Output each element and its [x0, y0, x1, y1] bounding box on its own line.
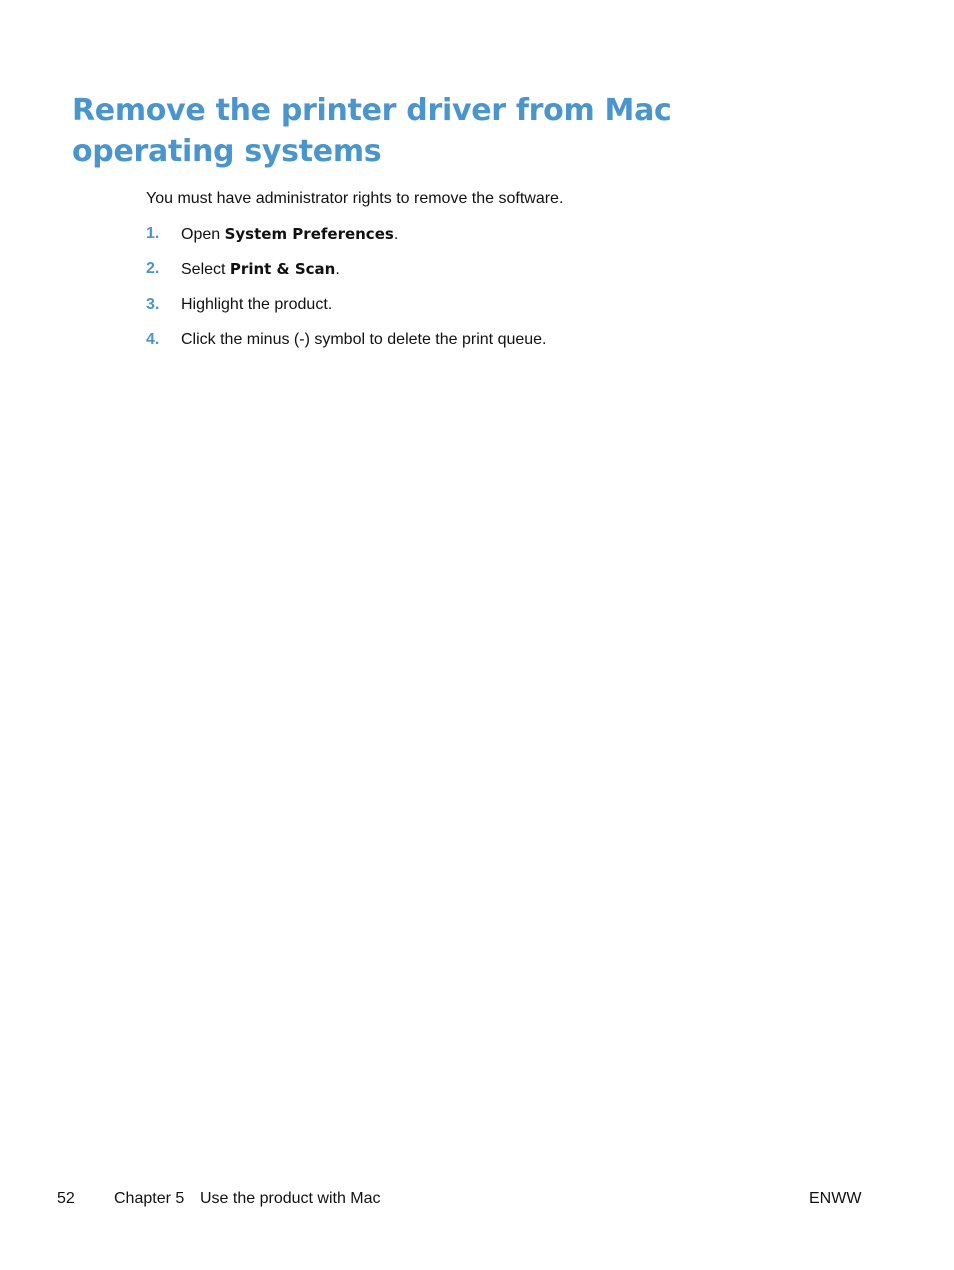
step-text-pre: Open — [181, 226, 225, 243]
step-text — [181, 329, 547, 351]
step-text-post: . — [393, 226, 399, 243]
step-number: 4. — [146, 330, 160, 348]
step-text-pre: Highlight the product. — [181, 295, 333, 313]
step-text-pre: Select — [181, 261, 230, 279]
step-number: 1. — [146, 225, 160, 242]
step-text-bold: System Preferences — [224, 225, 394, 243]
step-text — [181, 258, 340, 281]
step-text — [181, 223, 398, 246]
step-text-pre: Click the minus (-) symbol to delete the print queue. — [181, 330, 547, 348]
footer-page-number: 52 — [57, 1190, 75, 1207]
page-title: Remove the printer driver from Mac operating systems — [72, 93, 672, 169]
step-number: 2. — [146, 260, 160, 278]
step-text — [181, 294, 332, 316]
step-number: 3. — [146, 295, 160, 313]
intro-text: You must have administrator rights to remove the software. — [146, 190, 564, 207]
footer-section-title: Use the product with Mac — [200, 1190, 381, 1207]
step-text-bold: Print & Scan — [229, 260, 336, 279]
footer-chapter: Chapter 5 — [114, 1190, 185, 1207]
step-text-post: . — [335, 261, 340, 279]
footer-locale-code: ENWW — [809, 1190, 862, 1207]
